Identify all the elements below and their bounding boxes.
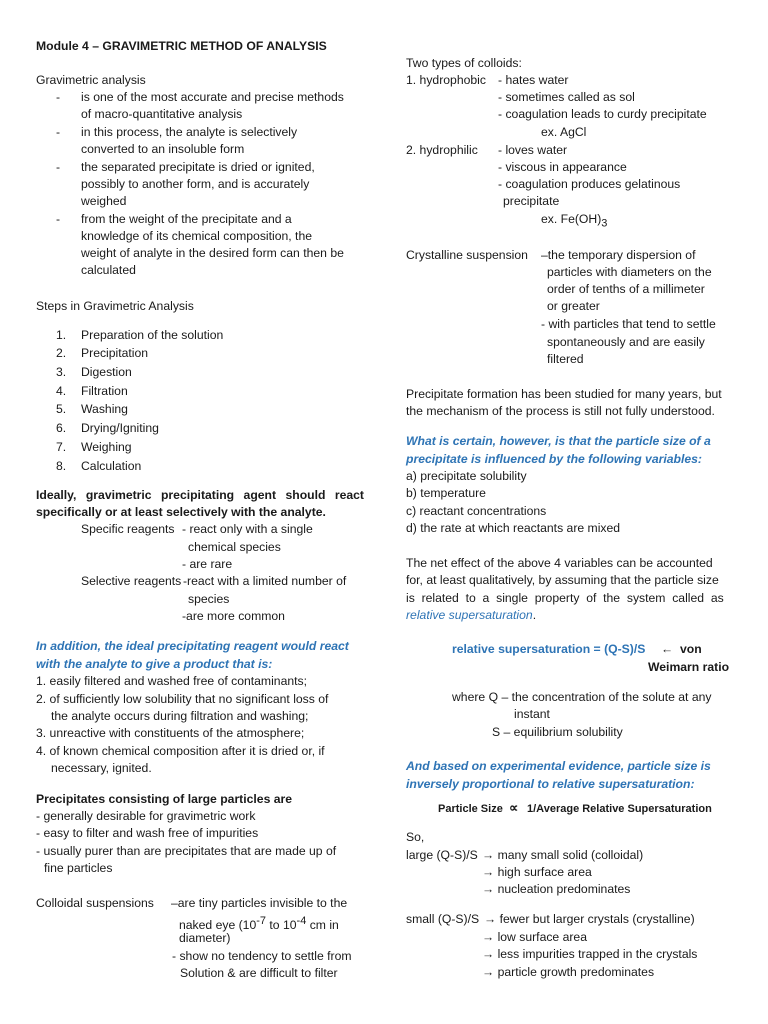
colloidal-desc: –are tiny particles invisible to the [171,896,348,910]
ideal-agent-line: Ideally, gravimetric precipitating agent should react [36,488,364,502]
so-label: So, [406,830,425,844]
large-particles-item: - easy to filter and wash free of impurities [36,826,259,840]
experimental-evidence-heading: And based on experimental evidence, particle size is [406,759,711,773]
step-number: 2. [56,346,67,360]
ga-bullet-line: is one of the most accurate and precise methods [81,90,344,104]
bullet-dash: - [56,125,61,139]
weimarn-ratio-label: Weimarn ratio [648,660,730,674]
step-item: Digestion [81,365,132,379]
large-particles-item: - generally desirable for gravimetric work [36,809,256,823]
product-item: 3. unreactive with constituents of the atmosphere; [36,726,305,740]
specific-reagents-label: Specific reagents [81,522,175,536]
step-item: Calculation [81,459,142,473]
particle-size-rhs: 1/Average Relative Supersaturation [527,803,712,815]
step-number: 8. [56,459,67,473]
selective-reagents-desc: -react with a limited number of [183,574,347,588]
hydrophilic-desc: - viscous in appearance [498,160,627,174]
hydrophobic-desc: - sometimes called as sol [498,90,635,104]
hydrophilic-desc: precipitate [503,194,560,208]
ideal-reagent-heading: with the analyte to give a product that is: [36,657,273,671]
selective-reagents-label: Selective reagents [81,574,182,588]
ga-bullet-line: converted to an insoluble form [81,142,245,156]
step-number: 4. [56,384,67,398]
variable-item: c) reactant concentrations [406,504,547,518]
hydrophobic-example: ex. AgCl [541,125,587,139]
step-item: Drying/Igniting [81,421,159,435]
crystalline-desc: or greater [547,299,600,313]
product-item: 4. of known chemical composition after it is dried or, if [36,744,325,758]
steps-heading: Steps in Gravimetric Analysis [36,299,194,313]
definition-q-cont: instant [514,707,550,721]
ga-bullet-line: weight of analyte in the desired form can then be [81,246,344,260]
hydrophilic-example: ex. $Fe(OH)_3$ [541,212,608,230]
large-effect: → high surface area [482,865,592,879]
bullet-dash: - [56,90,61,104]
ga-bullet-line: weighed [81,194,127,208]
step-item: Washing [81,402,128,416]
small-supersaturation-label: small (Q-S)/S [406,912,480,926]
step-item: Preparation of the solution [81,328,224,342]
crystalline-desc: spontaneously and are easily [547,335,705,349]
product-item: 1. easily filtered and washed free of contaminants; [36,674,307,688]
colloidal-desc: diameter) [179,931,231,945]
hydrophilic-desc: - coagulation produces gelatinous [498,177,681,191]
selective-reagents-desc: species [188,592,230,606]
large-effect: → many small solid (colloidal) [482,848,644,862]
variables-heading: What is certain, however, is that the particle size of a [406,434,711,448]
hydrophobic-label: 1. hydrophobic [406,73,486,87]
net-effect-paragraph: for, at least qualitatively, by assuming that the particle size [406,573,719,587]
ideal-reagent-heading: In addition, the ideal precipitating reagent would react [36,639,349,653]
von-label: von [680,642,702,656]
hydrophilic-label: 2. hydrophilic [406,143,478,157]
crystalline-desc: - with particles that tend to settle [541,317,716,331]
bullet-dash: - [56,160,61,174]
hydrophobic-desc: - hates water [498,73,569,87]
step-number: 3. [56,365,67,379]
ga-bullet-line: from the weight of the precipitate and a [81,212,292,226]
small-effect: → particle growth predominates [482,965,655,979]
variable-item: d) the rate at which reactants are mixed [406,521,621,535]
crystalline-label: Crystalline suspension [406,248,528,262]
ideal-agent-line: specifically or at least selectively with the analyte. [36,505,326,519]
large-particles-item: fine particles [44,861,113,875]
small-effect: → fewer but larger crystals (crystalline) [484,912,695,926]
variable-item: b) temperature [406,486,486,500]
particle-size-label: Particle Size [438,803,503,815]
hydrophilic-desc: - loves water [498,143,568,157]
step-item: Filtration [81,384,128,398]
large-effect: → nucleation predominates [482,882,631,896]
proportional-icon: ∝ [509,800,519,815]
gravimetric-analysis-heading: Gravimetric analysis [36,73,146,87]
crystalline-desc: filtered [547,352,584,366]
net-effect-paragraph: relative supersaturation. [406,608,537,622]
formation-paragraph: the mechanism of the process is still not fully understood. [406,404,715,418]
specific-reagents-desc: - are rare [182,557,233,571]
product-item: the analyte occurs during filtration and washing; [51,709,309,723]
arrow-left-icon: ← [661,642,674,656]
crystalline-desc: –the temporary dispersion of [541,248,696,262]
variables-heading: precipitate is influenced by the following variables: [406,452,702,466]
step-number: 1. [56,328,67,342]
ga-bullet-line: possibly to another form, and is accurately [81,177,310,191]
step-number: 7. [56,440,67,454]
definition-s: S – equilibrium solubility [492,725,623,739]
colloidal-desc: naked eye ($10^{-7}$ to $10^{-4}$ cm in [179,915,339,933]
specific-reagents-desc: chemical species [188,540,281,554]
crystalline-desc: order of tenths of a millimeter [547,282,705,296]
crystalline-desc: particles with diameters on the [547,265,712,279]
product-item: 2. of sufficiently low solubility that no significant loss of [36,692,329,706]
ga-bullet-line: of macro-quantitative analysis [81,107,243,121]
ga-bullet-line: the separated precipitate is dried or ignited, [81,160,315,174]
large-supersaturation-label: large (Q-S)/S [406,848,478,862]
step-item: Precipitation [81,346,149,360]
net-effect-paragraph: The net effect of the above 4 variables can be accounted [406,556,713,570]
step-item: Weighing [81,440,132,454]
small-effect: → low surface area [482,930,587,944]
large-particles-heading: Precipitates consisting of large particles are [36,792,293,806]
module-title: Module 4 – GRAVIMETRIC METHOD OF ANALYSIS [36,39,327,53]
colloid-types-heading: Two types of colloids: [406,56,522,70]
colloidal-desc: Solution & are difficult to filter [180,966,338,980]
selective-reagents-desc: -are more common [182,609,285,623]
definition-q: where Q – the concentration of the solute at any [452,690,712,704]
ga-bullet-line: knowledge of its chemical composition, the [81,229,313,243]
net-effect-paragraph: is related to a single property of the system called as [406,591,724,605]
product-item: necessary, ignited. [51,761,152,775]
colloidal-desc: - show no tendency to settle from [172,949,352,963]
specific-reagents-desc: - react only with a single [182,522,313,536]
supersaturation-formula: relative supersaturation = (Q-S)/S [452,642,646,656]
step-number: 6. [56,421,67,435]
bullet-dash: - [56,212,61,226]
colloidal-label: Colloidal suspensions [36,896,154,910]
small-effect: → less impurities trapped in the crystals [482,947,698,961]
variable-item: a) precipitate solubility [406,469,527,483]
formation-paragraph: Precipitate formation has been studied for many years, but [406,387,722,401]
experimental-evidence-heading: inversely proportional to relative supersaturation: [406,777,695,791]
large-particles-item: - usually purer than are precipitates that are made up of [36,844,337,858]
hydrophobic-desc: - coagulation leads to curdy precipitate [498,107,707,121]
ga-bullet-line: calculated [81,263,136,277]
ga-bullet-line: in this process, the analyte is selectively [81,125,298,139]
step-number: 5. [56,402,67,416]
